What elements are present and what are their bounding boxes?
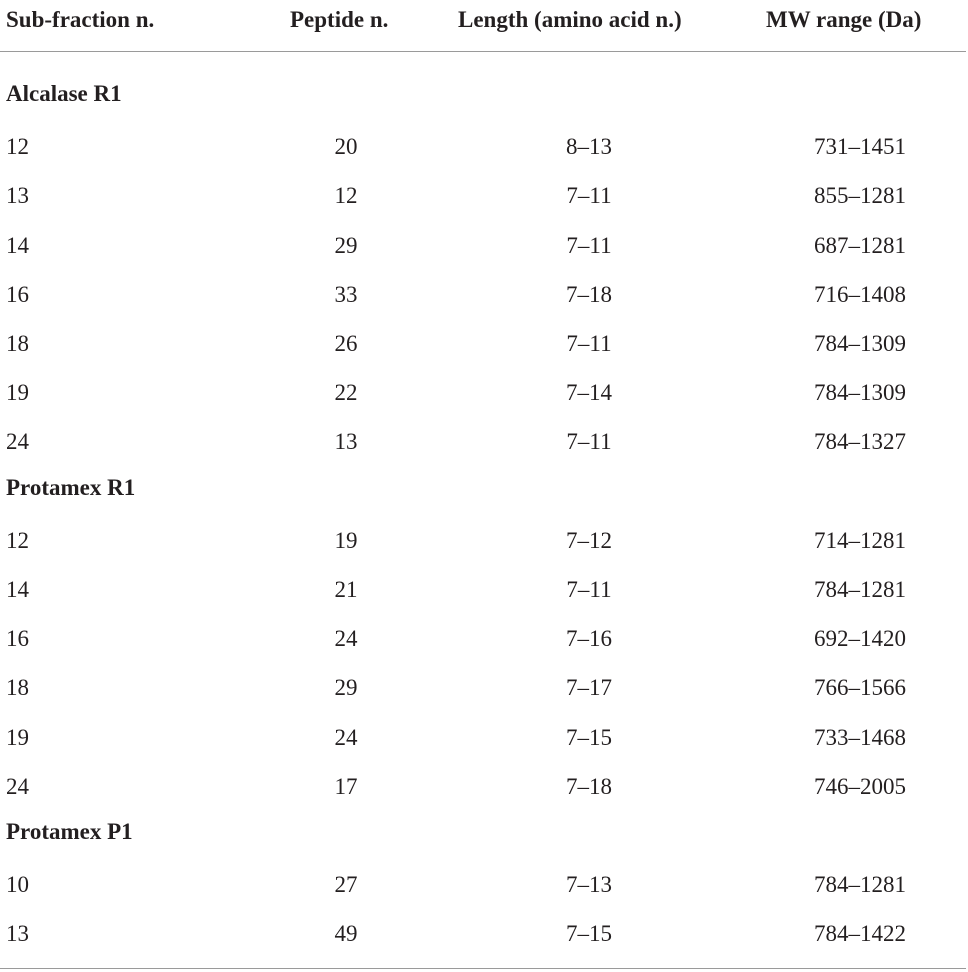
cell-peptide: 17: [334, 773, 358, 799]
cell-peptide: 29: [334, 232, 358, 258]
cell-peptide: 22: [334, 380, 358, 406]
cell-peptide: 27: [334, 872, 358, 898]
cell-mw-range: 784–1309: [814, 380, 906, 406]
cell-length: 7–13: [566, 872, 612, 898]
header-mw-range: MW range (Da): [766, 7, 922, 32]
cell-sub-fraction: 18: [6, 675, 29, 701]
table-row: [0, 418, 966, 467]
cell-length: 7–18: [566, 281, 612, 307]
cell-mw-range: 784–1281: [814, 872, 906, 898]
cell-mw-range: 784–1281: [814, 577, 906, 602]
table-row: [0, 861, 966, 910]
table-row: [0, 172, 966, 221]
header-sub-fraction: Sub-fraction n.: [6, 7, 155, 32]
cell-peptide: 21: [334, 577, 358, 602]
cell-sub-fraction: 19: [6, 380, 29, 406]
group-label: Protamex P1: [6, 819, 133, 844]
cell-length: 7–16: [566, 626, 612, 652]
table-header: [0, 0, 966, 50]
table-row: [0, 271, 966, 320]
cell-mw-range: 714–1281: [814, 527, 906, 553]
cell-length: 7–15: [566, 921, 612, 947]
cell-peptide: 33: [334, 281, 358, 307]
cell-length: 7–14: [566, 380, 612, 406]
table-row: [0, 566, 966, 615]
cell-peptide: 13: [334, 429, 358, 455]
cell-sub-fraction: 13: [6, 921, 29, 947]
cell-length: 7–12: [566, 527, 612, 553]
cell-sub-fraction: 19: [6, 724, 29, 750]
group-label: Protamex R1: [6, 474, 136, 500]
cell-mw-range: 731–1451: [814, 134, 906, 160]
header-divider: [0, 51, 966, 52]
table-row: [0, 517, 966, 566]
cell-length: 7–18: [566, 773, 612, 799]
table-row: [0, 714, 966, 763]
cell-peptide: 12: [334, 183, 358, 209]
cell-sub-fraction: 14: [6, 577, 29, 602]
cell-length: 7–11: [566, 232, 612, 258]
cell-mw-range: 716–1408: [814, 281, 906, 307]
cell-peptide: 20: [334, 134, 358, 160]
cell-sub-fraction: 24: [6, 429, 29, 455]
cell-length: 7–17: [566, 675, 612, 701]
table-row: [0, 664, 966, 713]
table-row: [0, 123, 966, 172]
cell-mw-range: 784–1327: [814, 429, 906, 455]
cell-sub-fraction: 12: [6, 527, 29, 553]
cell-length: 8–13: [566, 134, 612, 160]
cell-length: 7–11: [566, 577, 612, 602]
cell-sub-fraction: 16: [6, 281, 29, 307]
table-row: [0, 369, 966, 418]
table-row: [0, 910, 966, 959]
cell-length: 7–11: [566, 331, 612, 356]
cell-sub-fraction: 13: [6, 183, 29, 209]
cell-sub-fraction: 10: [6, 872, 29, 898]
cell-length: 7–11: [566, 183, 612, 209]
cell-mw-range: 766–1566: [814, 675, 906, 701]
cell-peptide: 19: [334, 527, 358, 553]
cell-peptide: 29: [334, 675, 358, 701]
cell-mw-range: 687–1281: [814, 232, 906, 258]
cell-mw-range: 784–1422: [814, 921, 906, 947]
table-row: [0, 615, 966, 664]
cell-sub-fraction: 16: [6, 626, 29, 652]
cell-sub-fraction: 24: [6, 773, 29, 799]
bottom-rule: [0, 968, 966, 969]
header-length: Length (amino acid n.): [458, 7, 682, 32]
header-peptide: Peptide n.: [290, 7, 389, 32]
table-row: [0, 222, 966, 271]
cell-peptide: 24: [334, 724, 358, 750]
group-label: Alcalase R1: [6, 81, 122, 106]
cell-mw-range: 855–1281: [814, 183, 906, 209]
cell-sub-fraction: 12: [6, 134, 29, 160]
cell-mw-range: 692–1420: [814, 626, 906, 652]
cell-peptide: 24: [334, 626, 358, 652]
table-row: [0, 763, 966, 812]
cell-mw-range: 784–1309: [814, 331, 906, 356]
cell-mw-range: 746–2005: [814, 773, 906, 799]
cell-peptide: 26: [334, 331, 358, 356]
cell-sub-fraction: 14: [6, 232, 29, 258]
table-row: [0, 320, 966, 369]
cell-peptide: 49: [334, 921, 358, 947]
cell-mw-range: 733–1468: [814, 724, 906, 750]
cell-length: 7–11: [566, 429, 612, 455]
cell-length: 7–15: [566, 724, 612, 750]
cell-sub-fraction: 18: [6, 331, 29, 356]
